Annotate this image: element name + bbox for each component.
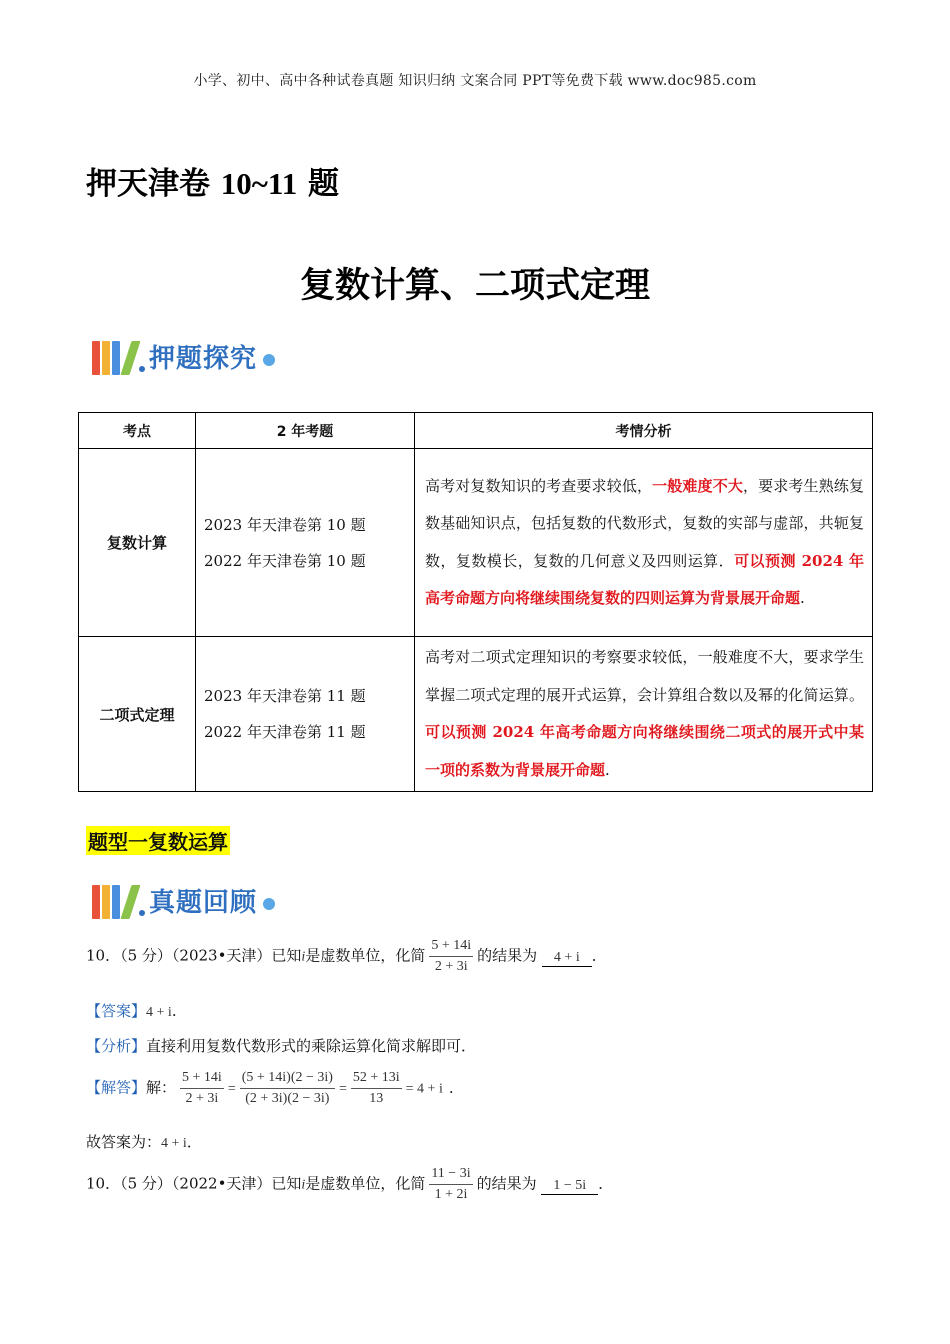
year-item: 2022 年天津卷第 11 题 bbox=[204, 723, 366, 741]
section-banner-explore bbox=[92, 334, 275, 378]
books-icon bbox=[92, 881, 135, 919]
fraction: $\frac{5 + 14i}{2 + 3i}$ bbox=[182, 1070, 222, 1106]
main-title: 复数计算、二项式定理 bbox=[299, 266, 650, 306]
doc-title-numbers: 10~11 bbox=[220, 166, 298, 201]
table-cell-point: 复数计算 bbox=[79, 449, 196, 637]
table-header-cell: 考情分析 bbox=[415, 413, 873, 449]
banner-explore-text: 押题探究 bbox=[149, 343, 258, 374]
banner-dot-icon bbox=[263, 354, 275, 366]
answer-label: 【答案】 bbox=[86, 1002, 147, 1020]
answer-blank: 4 + i bbox=[542, 950, 592, 967]
question-1: 10．（5 分）（2023•天津）已知i是虚数单位，化简 $\frac{5 + 14i}{2 + 3i}$ 的结果为 4 + i ． bbox=[86, 936, 607, 977]
doc-title-suffix: 题 bbox=[297, 166, 340, 202]
answer-line: 【答案】4 + i. bbox=[86, 1002, 177, 1020]
analysis-text: 高考对二项式定理知识的考察要求较低，一般难度不大，要求学生掌握二项式定理的展开式运算，会计算组合数以及幂的化简运算。 bbox=[425, 648, 864, 704]
question-2: 10．（5 分）（2022•天津）已知i是虚数单位，化简 $\frac{11 - 3i}{1 + 2i}$ 的结果为 1 − 5i ． bbox=[86, 1164, 613, 1205]
fraction: $\frac{5 + 14i}{2 + 3i}$ bbox=[431, 938, 472, 974]
fraction: $\frac{52 + 13i}{13}$ bbox=[352, 1070, 400, 1106]
doc-title bbox=[86, 158, 339, 203]
question-text: 的结果为 bbox=[476, 1174, 537, 1193]
fraction: $\frac{(5 + 14i)(2 - 3i)}{(2 + 3i)(2 - 3i)}$ bbox=[241, 1070, 333, 1106]
answer-blank: 1 − 5i bbox=[541, 1178, 598, 1195]
table-cell-point: 二项式定理 bbox=[79, 637, 196, 792]
year-item: 2023 年天津卷第 11 题 bbox=[204, 687, 366, 705]
analysis-highlight: 可以预测 2024 年高考命题方向将继续围绕复数的四则运算为背景展开命题 bbox=[425, 551, 864, 607]
solution-line: 【解答】解： $\frac{5 + 14i}{2 + 3i}$ = $\frac{(5 + 14i)(2 - 3i)}{(2 + 3i)(2 - 3i)}$ = $\frac{52 + 13i}{13}$ = 4 + i . bbox=[86, 1068, 454, 1109]
books-icon bbox=[92, 337, 135, 375]
question-text: 的结果为 bbox=[477, 946, 538, 965]
analysis-text: . bbox=[800, 589, 805, 607]
table-header-cell: 考点 bbox=[79, 413, 196, 449]
analysis-table bbox=[78, 412, 873, 792]
table-cell-years bbox=[196, 449, 415, 637]
year-item: 2023 年天津卷第 10 题 bbox=[204, 515, 366, 534]
conclusion-line: 故答案为：4 + i． bbox=[86, 1133, 202, 1151]
math-var: i bbox=[301, 1177, 306, 1193]
section-banner-review bbox=[92, 878, 275, 922]
doc-title-prefix: 押天津卷 bbox=[86, 166, 221, 202]
table-header-cell: 2 年考题 bbox=[196, 413, 415, 449]
analysis-text: 直接利用复数代数形式的乘除运算化简求解即可． bbox=[146, 1037, 477, 1055]
table-cell-analysis bbox=[415, 449, 873, 637]
analysis-text: . bbox=[605, 760, 610, 779]
type-label: 题型一复数运算 bbox=[86, 826, 230, 855]
conclusion-value: 4 + i bbox=[161, 1136, 187, 1151]
question-text: 是虚数单位，化简 bbox=[305, 946, 426, 965]
answer-value: 4 + i bbox=[146, 1005, 172, 1020]
solution-label: 【解答】 bbox=[86, 1078, 147, 1097]
analysis-label: 【分析】 bbox=[86, 1037, 147, 1055]
analysis-highlight: 一般难度不大 bbox=[652, 476, 743, 495]
banner-dot-icon bbox=[263, 898, 275, 910]
table-cell-years bbox=[196, 637, 415, 792]
fraction: $\frac{11 - 3i}{1 + 2i}$ bbox=[431, 1166, 471, 1202]
table-cell-analysis bbox=[415, 637, 873, 792]
analysis-text: 高考对复数知识的考查要求较低， bbox=[425, 476, 653, 495]
table-row bbox=[79, 637, 873, 792]
year-item: 2022 年天津卷第 10 题 bbox=[204, 551, 366, 570]
table-header-row bbox=[79, 413, 873, 449]
analysis-line bbox=[86, 1035, 476, 1056]
analysis-text: ，要求考生熟练复数基础知识点，包括复数的代数形式，复数的实部与虚部，共轭复数，复数模长，复数的几何意义及四则运算． bbox=[425, 476, 864, 570]
question-text: 10．（5 分）（2022•天津）已知 bbox=[86, 1174, 302, 1193]
question-text: 是虚数单位，化简 bbox=[305, 1174, 426, 1193]
math-var: i bbox=[301, 949, 306, 965]
page-header: 小学、初中、高中各种试卷真题 知识归纳 文案合同 PPT等免费下载 www.doc985.com bbox=[193, 73, 757, 89]
question-text: 10．（5 分）（2023•天津）已知 bbox=[86, 946, 302, 965]
banner-review-text: 真题回顾 bbox=[149, 887, 258, 918]
table-row bbox=[79, 449, 873, 637]
analysis-highlight: 可以预测 2024 年高考命题方向将继续围绕二项式的展开式中某一项的系数为背景展开命题 bbox=[425, 723, 864, 779]
